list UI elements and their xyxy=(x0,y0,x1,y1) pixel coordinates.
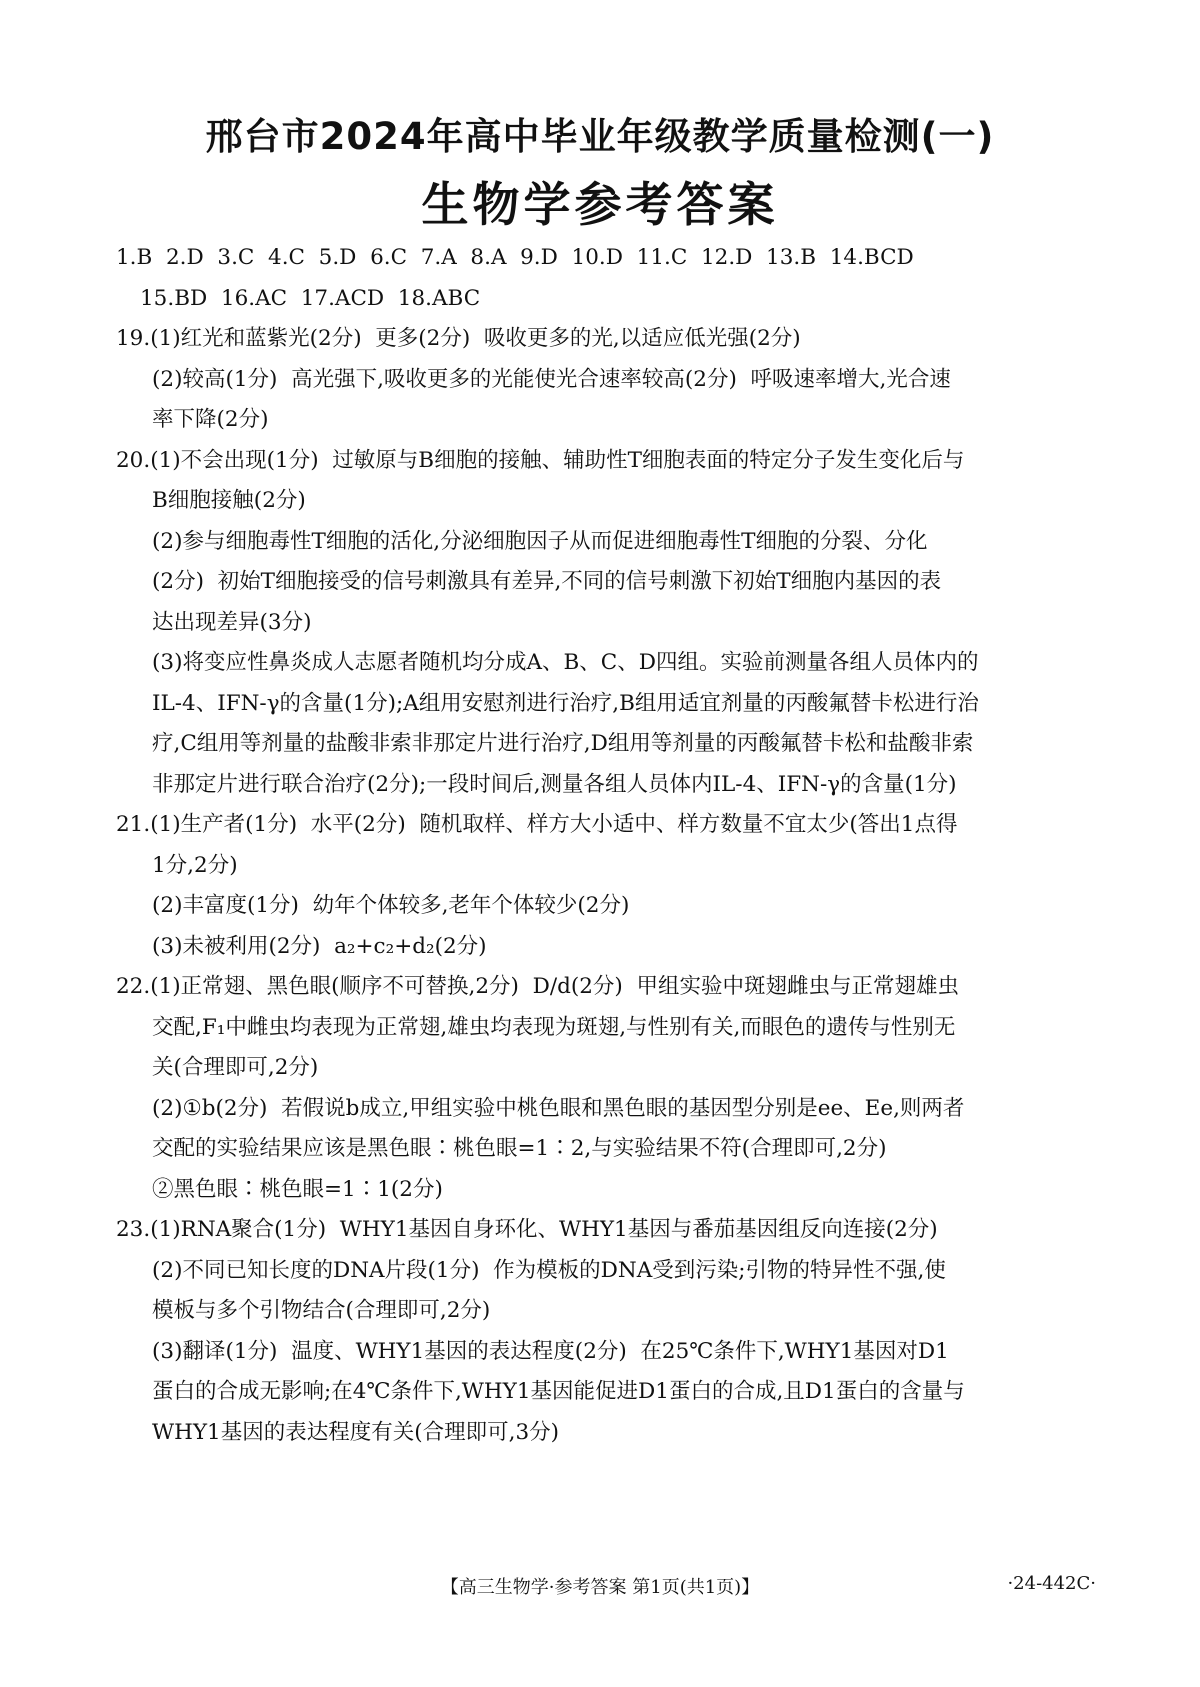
q20-line-1: 20.(1)不会出现(1分) 过敏原与B细胞的接触、辅助性T细胞表面的特定分子发生变化后与 xyxy=(116,447,965,473)
mc-answers-line-1: 1.B 2.D 3.C 4.C 5.D 6.C 7.A 8.A 9.D 10.D 11.C 12.D 13.B 14.BCD xyxy=(116,245,914,270)
q23-line-2: (2)不同已知长度的DNA片段(1分) 作为模板的DNA受到污染;引物的特异性不强,使 xyxy=(152,1257,946,1283)
mc-answers-line-2: 15.BD 16.AC 17.ACD 18.ABC xyxy=(140,285,481,311)
q22-line-1: 22.(1)正常翅、黑色眼(顺序不可替换,2分) D/d(2分) 甲组实验中斑翅雌虫与正常翅雄虫 xyxy=(116,974,959,999)
footer-code: ·24-442C· xyxy=(1007,1573,1096,1594)
q21-line-2: 1分,2分) xyxy=(152,852,238,878)
exam-title: 邢台市2024年高中毕业年级教学质量检测(一) xyxy=(205,115,995,158)
q23-line-6: WHY1基因的表达程度有关(合理即可,3分) xyxy=(152,1419,560,1445)
q20-line-4: (2分) 初始T细胞接受的信号刺激具有差异,不同的信号刺激下初始T细胞内基因的表 xyxy=(152,569,942,594)
q23-line-1: 23.(1)RNA聚合(1分) WHY1基因自身环化、WHY1基因与番茄基因组反向连接(2分) xyxy=(116,1217,938,1242)
q19-line-3: 率下降(2分) xyxy=(152,407,269,432)
q22-line-3: 关(合理即可,2分) xyxy=(152,1055,319,1080)
q23-line-3: 模板与多个引物结合(合理即可,2分) xyxy=(152,1298,491,1323)
q19-line-2: (2)较高(1分) 高光强下,吸收更多的光能使光合速率较高(2分) 呼吸速率增大,光合速 xyxy=(152,366,951,392)
q23-line-5: 蛋白的合成无影响;在4℃条件下,WHY1基因能促进D1蛋白的合成,且D1蛋白的含量与 xyxy=(152,1379,965,1404)
q20-line-5: 达出现差异(3分) xyxy=(152,609,312,635)
q20-line-6: (3)将变应性鼻炎成人志愿者随机均分成A、B、C、D四组。实验前测量各组人员体内的 xyxy=(152,650,979,675)
q20-line-3: (2)参与细胞毒性T细胞的活化,分泌细胞因子从而促进细胞毒性T细胞的分裂、分化 xyxy=(152,528,928,554)
q19-line-1: 19.(1)红光和蓝紫光(2分) 更多(2分) 吸收更多的光,以适应低光强(2分) xyxy=(116,326,801,351)
q21-line-4: (3)未被利用(2分) a₂+c₂+d₂(2分) xyxy=(152,933,487,959)
q22-line-5: 交配的实验结果应该是黑色眼∶桃色眼=1∶2,与实验结果不符(合理即可,2分) xyxy=(152,1136,887,1161)
q21-line-3: (2)丰富度(1分) 幼年个体较多,老年个体较少(2分) xyxy=(152,893,630,918)
q23-line-4: (3)翻译(1分) 温度、WHY1基因的表达程度(2分) 在25℃条件下,WHY1基因对D1 xyxy=(152,1338,949,1364)
answer-key-subtitle: 生物学参考答案 xyxy=(421,178,779,233)
q20-line-9: 非那定片进行联合治疗(2分);一段时间后,测量各组人员体内IL-4、IFN-γ的含量(1分) xyxy=(152,771,957,797)
footer-page-info: 【高三生物学·参考答案 第1页(共1页)】 xyxy=(440,1577,760,1598)
answer-body xyxy=(116,238,1096,1453)
q20-line-8: 疗,C组用等剂量的盐酸非索非那定片进行治疗,D组用等剂量的丙酸氟替卡松和盐酸非索 xyxy=(152,731,974,756)
q20-line-7: IL-4、IFN-γ的含量(1分);A组用安慰剂进行治疗,B组用适宜剂量的丙酸氟替卡松进行治 xyxy=(152,690,979,716)
q21-line-1: 21.(1)生产者(1分) 水平(2分) 随机取样、样方大小适中、样方数量不宜太少(答出1点得 xyxy=(116,812,958,837)
q20-line-2: B细胞接触(2分) xyxy=(152,488,306,513)
q22-line-6: ②黑色眼∶桃色眼=1∶1(2分) xyxy=(152,1176,443,1202)
q22-line-4: (2)①b(2分) 若假说b成立,甲组实验中桃色眼和黑色眼的基因型分别是ee、Ee,则两者 xyxy=(152,1095,965,1121)
q22-line-2: 交配,F₁中雌虫均表现为正常翅,雄虫均表现为斑翅,与性别有关,而眼色的遗传与性别无 xyxy=(152,1014,956,1040)
